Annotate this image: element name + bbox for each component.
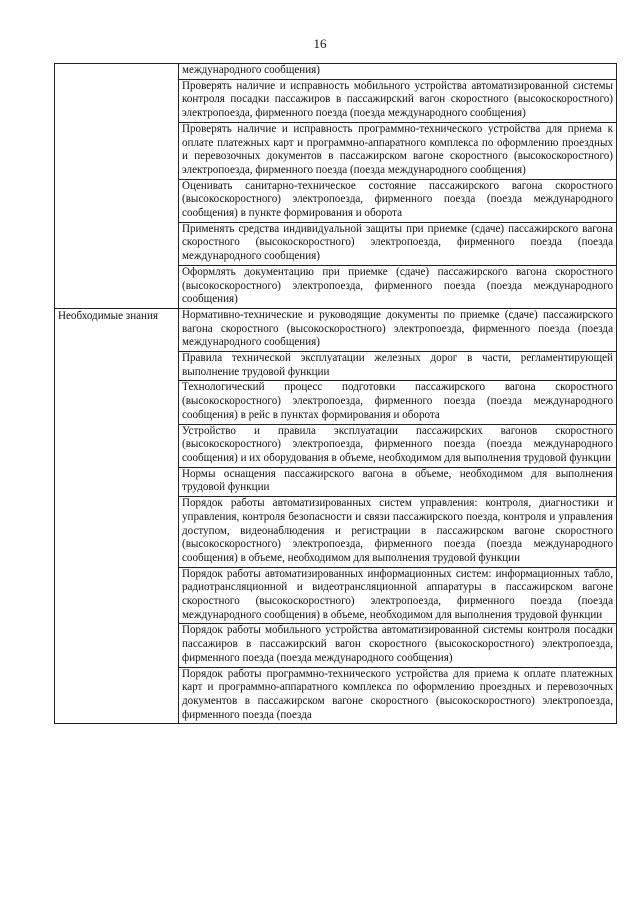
- requirement-cell: Проверять наличие и исправность программно-технического устройства для приема к оплате платежных карт и программно-аппаратного комплекса по оформлению проездных и перевозочных документов в пассажирском вагоне скоростного (высокоскоростного) электропоезда, фирменного поезда (поезда международного сообщения): [179, 122, 617, 179]
- requirement-cell: Применять средства индивидуальной защиты при приемке (сдаче) пассажирского вагона скоростного (высокоскоростного) электропоезда, фирменного поезда (поезда международного сообщения): [179, 222, 617, 265]
- requirements-table: [54, 63, 617, 724]
- section-label-cell: [55, 64, 179, 309]
- requirement-cell: Правила технической эксплуатации железных дорог в части, регламентирующей выполнение трудовой функции: [179, 352, 617, 381]
- requirement-cell: Порядок работы мобильного устройства автоматизированной системы контроля посадки пассажиров в пассажирский вагон скоростного (высокоскоростного) электропоезда, фирменного поезда (поезда международного сообщения): [179, 624, 617, 667]
- section-label-knowledge: Необходимые знания: [58, 309, 159, 322]
- requirement-cell: Оформлять документацию при приемке (сдаче) пассажирского вагона скоростного (высокоскоростного) электропоезда, фирменного поезда (поезда международного сообщения): [179, 265, 617, 308]
- requirement-cell: Порядок работы автоматизированных систем управления: контроля, диагностики и управления, контроля безопасности и связи пассажирского поезда, контроля и управления доступом, видеонаблюдения и регистрации в пассажирском вагоне скоростного (высокоскоростного) электропоезда, фирменного поезда (поезда международного сообщения) в объеме, необходимом для выполнения трудовой функции: [179, 497, 617, 568]
- requirement-cell: Оценивать санитарно-техническое состояние пассажирского вагона скоростного (высокоскоростного) электропоезда, фирменного поезда (поезда международного сообщения) в пункте формирования и оборота: [179, 179, 617, 222]
- table-row: [55, 64, 617, 80]
- requirement-cell: международного сообщения): [179, 64, 617, 80]
- requirement-cell: Порядок работы программно-технического устройства для приема к оплате платежных карт и программно-аппаратного комплекса по оформлению проездных и перевозочных документов в пассажирском вагоне скоростного (высокоскоростного) электропоезда, фирменного поезда (поезда: [179, 667, 617, 724]
- requirement-cell: Порядок работы автоматизированных информационных систем: информационных табло, радиотрансляционной и видеотрансляционной аппаратуры в пассажирском вагоне скоростного (высокоскоростного) электропоезда, фирменного поезда (поезда международного сообщения) в объеме, необходимом для выполнения трудовой функции: [179, 567, 617, 624]
- table-row: [55, 308, 617, 351]
- requirement-cell: Технологический процесс подготовки пассажирского вагона скоростного (высокоскоростного) электропоезда, фирменного поезда (поезда международного сообщения) в рейс в пунктах формирования и оборота: [179, 381, 617, 424]
- section-label-skills: [58, 64, 175, 65]
- page-number: 16: [313, 36, 327, 51]
- requirement-cell: Проверять наличие и исправность мобильного устройства автоматизированной системы контроля посадки пассажиров в пассажирский вагон скоростного (высокоскоростного) электропоезда, фирменного поезда (поезда международного сообщения): [179, 79, 617, 122]
- requirement-cell: Устройство и правила эксплуатации пассажирских вагонов скоростного (высокоскоростного) электропоезда, фирменного поезда (поезда международного сообщения) и их оборудования в объеме, необходимом для выполнения трудовой функции: [179, 424, 617, 467]
- requirement-cell: Нормативно-технические и руководящие документы по приемке (сдаче) пассажирского вагона скоростного (высокоскоростного) электропоезда, фирменного поезда (поезда международного сообщения): [179, 308, 617, 351]
- section-label-cell: [55, 308, 179, 723]
- requirement-cell: Нормы оснащения пассажирского вагона в объеме, необходимом для выполнения трудовой функции: [179, 467, 617, 496]
